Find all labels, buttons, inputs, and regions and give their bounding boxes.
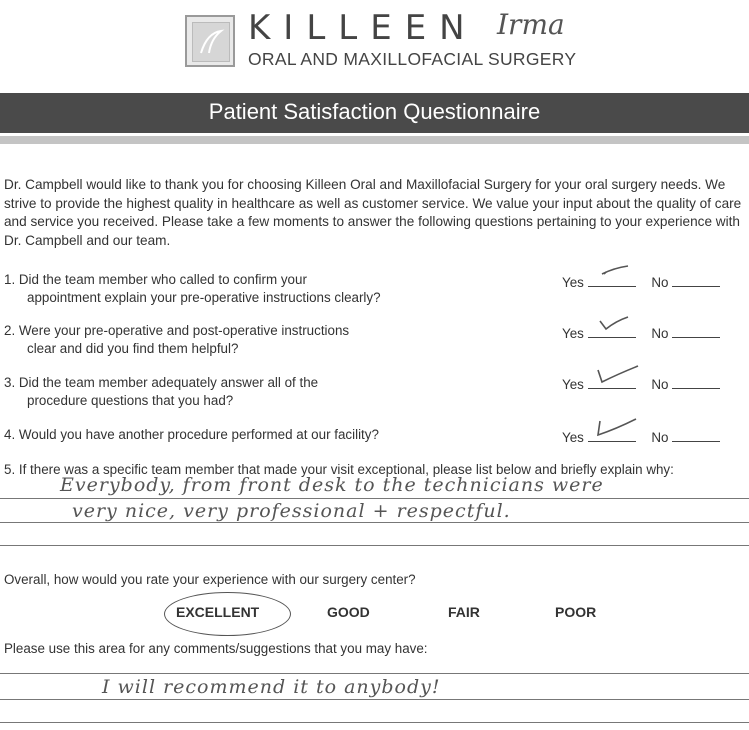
question-4-line1: 4. Would you have another procedure performed at our facility?: [4, 427, 379, 442]
answer-row-2: [562, 323, 720, 341]
no-label: No: [651, 430, 669, 445]
banner-underline: [0, 136, 749, 144]
question-3-line1: 3. Did the team member adequately answer all of the: [4, 375, 319, 390]
brand-subtitle: ORAL AND MAXILLOFACIAL SURGERY: [248, 49, 577, 69]
no-blank-3[interactable]: [672, 374, 720, 389]
yes-label: Yes: [562, 326, 584, 341]
no-blank-4[interactable]: [672, 427, 720, 442]
yes-blank-2[interactable]: [588, 323, 636, 338]
checkmark-icon: [594, 262, 634, 282]
question-2-line2: clear and did you find them helpful?: [27, 340, 239, 356]
yes-label: Yes: [562, 430, 584, 445]
question-5-prompt: 5. If there was a specific team member that made your visit exceptional, please list below and briefly explain why:: [4, 462, 674, 477]
question-3: [4, 374, 318, 409]
intro-paragraph: Dr. Campbell would like to thank you for choosing Killeen Oral and Maxillofacial Surgery for your oral surgery needs. We strive to provide the highest quality in healthcare as well as customer service. We value your input about the quality of care and service you received. Please take a few moments to answer the following questions pertaining to your experience with Dr. Campbell and our team.: [4, 177, 742, 248]
checkmark-icon: [594, 417, 640, 441]
no-blank-2[interactable]: [672, 323, 720, 338]
comments-prompt: Please use this area for any comments/suggestions that you may have:: [4, 641, 428, 656]
logo-swoosh-icon: [197, 27, 225, 57]
answer-row-1: [562, 272, 720, 290]
question-2: [4, 322, 349, 357]
page-title: Patient Satisfaction Questionnaire: [208, 99, 541, 124]
logo-mark: [185, 15, 235, 67]
question-4: [4, 426, 379, 444]
question-1-line2: appointment explain your pre-operative instructions clearly?: [27, 289, 381, 305]
answer-rule-2: [0, 522, 749, 523]
answer-row-4: [562, 427, 720, 445]
rating-excellent[interactable]: EXCELLENT: [176, 604, 260, 620]
rating-poor[interactable]: POOR: [555, 604, 597, 620]
question-1: [4, 271, 381, 306]
no-label: No: [651, 326, 669, 341]
question-3-line2: procedure questions that you had?: [27, 392, 234, 408]
comments-answer: I will recommend it to anybody!: [102, 676, 441, 698]
yes-label: Yes: [562, 275, 584, 290]
comment-rule-3: [0, 722, 749, 723]
comment-rule-2: [0, 699, 749, 700]
handwritten-mark: Irma: [497, 8, 565, 41]
no-label: No: [651, 275, 669, 290]
question-5-answer-line1: Everybody, from front desk to the technicians were: [60, 474, 604, 496]
checkmark-icon: [594, 313, 634, 333]
no-blank-1[interactable]: [672, 272, 720, 287]
question-5-answer-line2: very nice, very professional + respectful.: [72, 500, 511, 522]
answer-rule-1: [0, 498, 749, 499]
yes-blank-1[interactable]: [588, 272, 636, 287]
checkmark-icon: [594, 364, 640, 388]
question-1-line1: 1. Did the team member who called to confirm your: [4, 272, 307, 287]
yes-blank-4[interactable]: [588, 427, 636, 442]
answer-row-3: [562, 374, 720, 392]
rating-good[interactable]: GOOD: [327, 604, 370, 620]
comment-rule-1: [0, 673, 749, 674]
overall-prompt: Overall, how would you rate your experience with our surgery center?: [4, 572, 416, 587]
answer-rule-3: [0, 545, 749, 546]
question-2-line1: 2. Were your pre-operative and post-operative instructions: [4, 323, 350, 338]
rating-fair[interactable]: FAIR: [448, 604, 480, 620]
brand-name: KILLEEN: [248, 8, 478, 48]
yes-blank-3[interactable]: [588, 374, 636, 389]
no-label: No: [651, 377, 669, 392]
yes-label: Yes: [562, 377, 584, 392]
